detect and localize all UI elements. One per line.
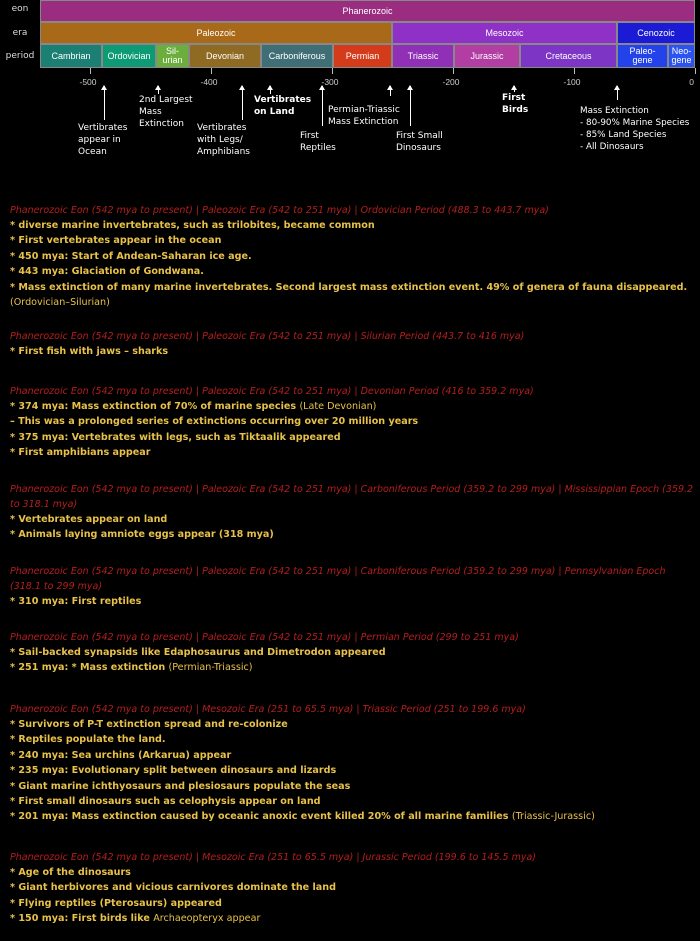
item-note: (Triassic-Jurassic) (511, 811, 595, 823)
list-item (0, 399, 700, 414)
list-item: * diverse marine invertebrates, such as trilobites, became common (10, 220, 375, 231)
tick-label: -400 (200, 77, 218, 87)
era-paleozoic (40, 22, 392, 44)
period-ordovician (102, 44, 156, 68)
section-permian (0, 630, 700, 676)
list-item: * 240 mya: Sea urchins (Arkarua) appear (10, 749, 232, 761)
up-arrow-icon (158, 86, 159, 94)
annotation-line: - All Dinosaurs (580, 142, 644, 152)
item-text: * 374 mya: Mass extinction of 70% of marine species (10, 401, 297, 412)
list-item: * Sail-backed synapsids like Edaphosaurus and Dimetrodon appeared (10, 647, 386, 658)
item-note: Archaeopteryx appear (153, 913, 261, 925)
annotation-kt-extinction (580, 105, 689, 153)
lane-label-period: period (5, 51, 35, 61)
section-silurian (0, 329, 700, 359)
list-item: * First vertebrates appear in the ocean (10, 235, 222, 247)
era-label: Cenozoic (637, 27, 675, 38)
annotation-line: on Land (254, 107, 295, 117)
annotation-vertebrates-ocean (78, 122, 127, 158)
up-arrow-icon (104, 86, 105, 120)
annotation-line: Vertibrates (197, 123, 247, 133)
section-triassic (0, 702, 700, 825)
annotation-line: First (300, 131, 319, 141)
annotation-line: First Small (396, 131, 443, 141)
period-label: Triassic (407, 50, 439, 61)
item-text: * Mass extinction of many marine invertebrates. Second largest mass extinction event. 49% of genera of fauna disappeared. (10, 281, 688, 293)
list-item: * First fish with jaws – sharks (10, 346, 169, 357)
list-item: * Survivors of P-T extinction spread and re-colonize (10, 719, 288, 730)
annotation-vertebrates-legs (197, 122, 250, 158)
item-note: (Late Devonian) (299, 401, 377, 412)
tick-mark (453, 68, 454, 74)
period-label: Carboniferous (268, 50, 326, 61)
section-header: Phanerozoic Eon (542 mya to present) | Paleozoic Era (542 to 251 mya) | Silurian Period (443.7 to 416 mya) (10, 331, 525, 342)
section-header: Phanerozoic Eon (542 mya to present) | Mesozoic Era (251 to 65.5 mya) | Jurassic Period (199.6 to 145.5 mya) (10, 852, 536, 863)
period-devonian (189, 44, 261, 68)
tick-label: 0 (689, 77, 694, 87)
annotation-line: Ocean (78, 147, 107, 157)
up-arrow-icon (242, 86, 243, 120)
eon-label: Phanerozoic (342, 5, 393, 16)
section-header: Phanerozoic Eon (542 mya to present) | Mesozoic Era (251 to 65.5 mya) | Triassic Period (251 to 199.6 mya) (10, 704, 526, 715)
list-item: * Giant marine ichthyosaurs and plesiosaurs populate the seas (10, 780, 351, 792)
section-header: Phanerozoic Eon (542 mya to present) | Paleozoic Era (542 to 251 mya) | Ordovician Period (488.3 to 443.7 mya) (10, 205, 549, 216)
list-item: * Animals laying amniote eggs appear (318 mya) (10, 529, 274, 541)
section-jurassic (0, 850, 700, 927)
list-item (0, 911, 700, 926)
tick-label: -100 (563, 77, 581, 87)
era-cenozoic (617, 22, 695, 44)
tick-label: -300 (321, 77, 339, 87)
era-label: Paleozoic (196, 27, 236, 38)
annotation-line: Amphibians (197, 147, 250, 157)
list-item: * Vertebrates appear on land (10, 514, 168, 525)
geologic-timeline (0, 0, 700, 200)
section-ordovician (0, 203, 700, 310)
annotation-line: Mass Extinction (580, 106, 649, 116)
section-header: Phanerozoic Eon (542 mya to present) | Paleozoic Era (542 to 251 mya) | Carboniferous Period (359.2 to 299 mya) | Mississippian Epoch (359.2 to 318.1 mya) (10, 484, 694, 510)
list-item: * First amphibians appear (10, 447, 151, 459)
period-label: Paleo- gene (629, 46, 656, 65)
period-cretaceous (520, 44, 617, 68)
period-paleogene (617, 44, 668, 68)
list-item (0, 280, 700, 311)
annotation-permian-triassic (328, 104, 400, 128)
period-silurian (156, 44, 189, 68)
annotation-line: Mass Extinction (328, 117, 399, 127)
tick-label: -500 (79, 77, 97, 87)
list-item: * 310 mya: First reptiles (10, 596, 142, 607)
annotation-line: Dinosaurs (396, 143, 441, 153)
section-devonian (0, 384, 700, 461)
annotation-line: with Legs/ (197, 135, 243, 145)
tick-mark (90, 68, 91, 74)
period-label: Jurassic (470, 50, 504, 61)
item-note: (Ordovician–Silurian) (10, 297, 110, 309)
list-item: * Giant herbivores and vicious carnivores dominate the land (10, 882, 336, 894)
list-item: * Reptiles populate the land. (10, 734, 166, 746)
tick-mark (332, 68, 333, 74)
lane-label-eon: eon (11, 4, 29, 14)
period-label: Cambrian (51, 50, 91, 61)
list-item (0, 660, 700, 675)
list-item: * 235 mya: Evolutionary split between dinosaurs and lizards (10, 765, 337, 777)
up-arrow-icon (410, 86, 411, 126)
up-arrow-icon (322, 86, 323, 126)
list-item (0, 809, 700, 824)
annotation-line: Vertibrates (254, 95, 312, 105)
item-text: * 150 mya: First birds like (10, 913, 150, 925)
list-item: * Flying reptiles (Pterosaurs) appeared (10, 897, 222, 909)
period-jurassic (454, 44, 520, 68)
tick-label: -200 (442, 77, 460, 87)
period-permian (333, 44, 392, 68)
period-neogene (668, 44, 695, 68)
item-text: * 251 mya: * Mass extinction (10, 662, 166, 674)
period-label: Ordovician (107, 50, 151, 61)
tick-mark (211, 68, 212, 74)
section-pennsylvanian (0, 564, 700, 609)
annotation-first-dinosaurs (396, 130, 443, 154)
era-label: Mesozoic (485, 27, 524, 38)
lane-label-era: era (12, 28, 28, 38)
tick-mark (695, 68, 696, 74)
era-mesozoic (392, 22, 617, 44)
annotation-line: Vertibrates (78, 123, 128, 133)
item-text: * 201 mya: Mass extinction caused by oceanic anoxic event killed 20% of all marine families (10, 811, 509, 823)
list-item: – This was a prolonged series of extinctions occurring over 20 million years (10, 416, 419, 428)
annotation-first-reptiles (300, 130, 336, 154)
tick-mark (574, 68, 575, 74)
section-header: Phanerozoic Eon (542 mya to present) | Paleozoic Era (542 to 251 mya) | Permian Period (299 to 251 mya) (10, 632, 519, 643)
period-label: Cretaceous (545, 50, 592, 61)
annotation-line: Reptiles (300, 143, 336, 153)
section-header: Phanerozoic Eon (542 mya to present) | Paleozoic Era (542 to 251 mya) | Devonian Period (416 to 359.2 mya) (10, 386, 534, 397)
section-mississippian (0, 482, 700, 543)
annotation-line: Birds (502, 105, 529, 115)
annotation-vertebrates-land (254, 94, 311, 118)
list-item: * 443 mya: Glaciation of Gondwana. (10, 266, 204, 278)
annotation-line: Permian-Triassic (328, 105, 400, 115)
annotation-2nd-extinction (139, 94, 193, 130)
annotation-line: - 80-90% Marine Species (580, 118, 690, 128)
annotation-line: 2nd Largest (139, 95, 193, 105)
period-cambrian (40, 44, 102, 68)
annotation-line: Extinction (139, 119, 184, 129)
period-triassic (392, 44, 454, 68)
list-item: * 375 mya: Vertebrates with legs, such as Tiktaalik appeared (10, 431, 341, 443)
list-item: * 450 mya: Start of Andean-Saharan ice age. (10, 250, 252, 262)
period-label: Permian (345, 50, 380, 61)
annotation-line: First (502, 93, 526, 103)
period-label: Devonian (205, 50, 245, 61)
period-carboniferous (261, 44, 333, 68)
up-arrow-icon (270, 86, 271, 94)
period-label: Sil- urian (162, 46, 183, 65)
period-label: Neo- gene (671, 46, 692, 65)
eon-phanerozoic (40, 0, 695, 22)
list-item: * Age of the dinosaurs (10, 867, 131, 878)
section-header: Phanerozoic Eon (542 mya to present) | Paleozoic Era (542 to 251 mya) | Carboniferous Period (359.2 to 299 mya) | Pennsylvanian Epoch (318.1 to 299 mya) (10, 566, 666, 592)
annotation-line: - 85% Land Species (580, 130, 667, 140)
annotation-first-birds (502, 92, 528, 116)
item-note: (Permian-Triassic) (168, 662, 253, 674)
up-arrow-icon (617, 86, 618, 100)
list-item: * First small dinosaurs such as celophysis appear on land (10, 796, 321, 808)
annotation-line: Mass (139, 107, 162, 117)
annotation-line: appear in (78, 135, 121, 145)
up-arrow-icon (390, 86, 391, 96)
